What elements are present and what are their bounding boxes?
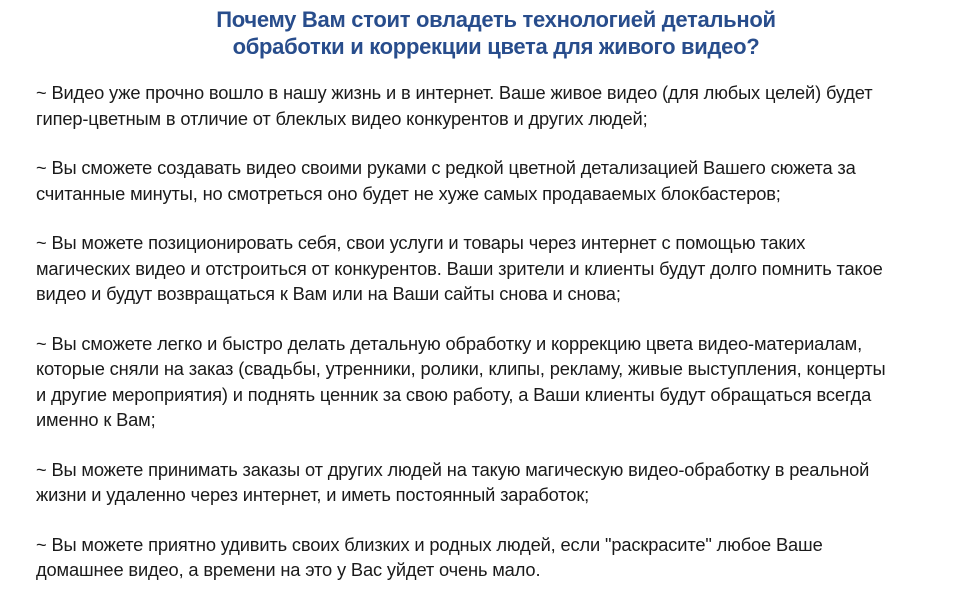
list-item-line: гипер-цветным в отличие от блеклых видео конкурентов и других людей; <box>36 107 648 129</box>
list-item-line: жизни и удаленно через интернет, и иметь постоянный заработок; <box>36 484 590 505</box>
list-item-line: ~ Вы сможете создавать видео своими руками с редкой цветной детализацией Вашего сюжета за <box>36 157 856 178</box>
list-item-line: считанные минуты, но смотреться оно будет не хуже самых продаваемых блокбастеров; <box>36 182 781 204</box>
list-item <box>36 532 961 583</box>
list-item-line: домашнее видео, а времени на это у Вас уйдет очень мало. <box>36 559 541 580</box>
list-item-line: ~ Вы можете приятно удивить своих близких и родных людей, если "раскрасите" любое Ваше <box>36 533 823 555</box>
title-line: Почему Вам стоит овладеть технологией детальной <box>216 7 776 32</box>
page-title <box>0 6 967 60</box>
list-item <box>36 230 961 307</box>
list-item-line: именно к Вам; <box>36 409 156 430</box>
list-item-line: видео и будут возвращаться к Вам или на Ваши сайты снова и снова; <box>36 283 621 304</box>
list-item-line: и другие мероприятия) и поднять ценник за свою работу, а Ваши клиенты будут обращаться всегда <box>36 383 872 405</box>
list-item <box>36 155 961 206</box>
benefits-list <box>36 80 961 607</box>
list-item <box>36 457 961 508</box>
list-item <box>36 331 961 433</box>
list-item-line: магических видео и отстроиться от конкурентов. Ваши зрители и клиенты будут долго помнить такое <box>36 257 883 279</box>
list-item-line: ~ Вы можете позиционировать себя, свои услуги и товары через интернет с помощью таких <box>36 232 806 253</box>
list-item <box>36 80 961 131</box>
list-item-line: которые сняли на заказ (свадьбы, утренники, ролики, клипы, рекламу, живые выступления, концерты <box>36 358 886 379</box>
title-line: обработки и коррекции цвета для живого видео? <box>232 34 760 59</box>
list-item-line: ~ Вы можете принимать заказы от других людей на такую магическую видео-обработку в реальной <box>36 458 870 480</box>
list-item-line: ~ Вы сможете легко и быстро делать детальную обработку и коррекцию цвета видео-материалам, <box>36 332 863 354</box>
list-item-line: ~ Видео уже прочно вошло в нашу жизнь и в интернет. Ваше живое видео (для любых целей) будет <box>36 82 873 103</box>
